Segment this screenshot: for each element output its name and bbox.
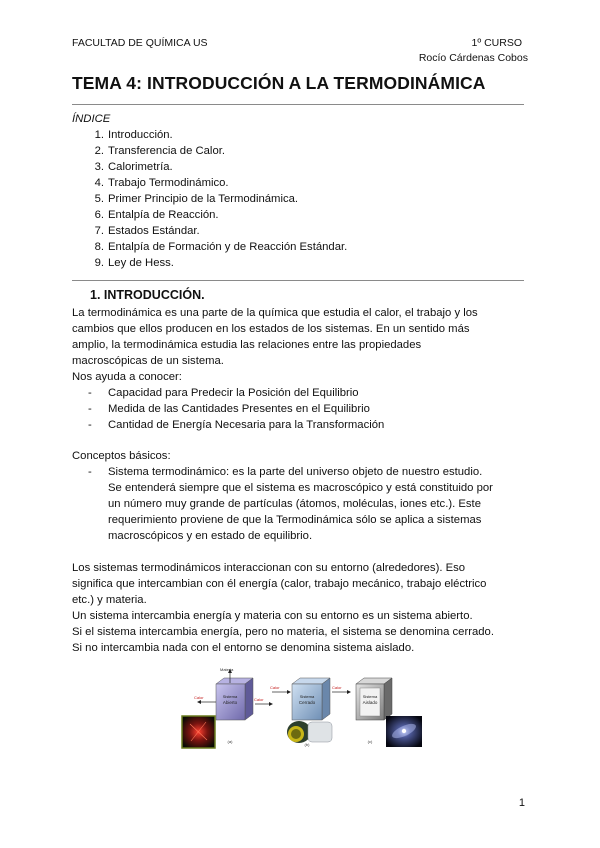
svg-text:Cerrado: Cerrado — [298, 700, 316, 705]
header-course: 1º CURSO — [471, 37, 522, 49]
concepts-list — [72, 464, 493, 544]
caption-c: (c) — [367, 739, 373, 744]
index-item: 1. Introducción. — [94, 129, 173, 141]
list-item: - Medida de las Cantidades Presentes en el Equilibrio — [88, 403, 370, 415]
isolated-system-box — [356, 678, 392, 720]
page-number: 1 — [518, 797, 525, 809]
section-heading: 1. INTRODUCCIÓN. — [90, 288, 205, 302]
index-item: 2. Transferencia de Calor. — [94, 145, 226, 157]
page-title: TEMA 4: INTRODUCCIÓN A LA TERMODINÁMICA — [72, 73, 486, 93]
divider — [72, 104, 524, 105]
open-system-box — [216, 678, 253, 720]
list-item: - Cantidad de Energía Necesaria para la Transformación — [88, 419, 385, 431]
intro-paragraph: La termodinámica es una parte de la química que estudia el calor, el trabajo y los cambios que ellos producen en los estados de los sistemas. En un sentido más amplio, la termodinámica estudia las relaciones entre las propiedades macroscópicas de un sistema. — [72, 307, 478, 367]
concepts-heading: Conceptos básicos: — [72, 450, 171, 462]
index-item: 5. Primer Principio de la Termodinámica. — [94, 193, 299, 205]
caption-a: (a) — [227, 739, 233, 744]
thermos-photo — [287, 721, 332, 743]
svg-text:Calor: Calor — [332, 685, 342, 690]
header-faculty: FACULTAD DE QUÍMICA US — [72, 37, 208, 49]
systems-figure — [180, 664, 430, 750]
calor-arrow-mid2 — [270, 685, 291, 694]
caption-b: (b) — [304, 742, 310, 747]
helps-list — [72, 385, 384, 433]
svg-text:Abierto: Abierto — [222, 700, 238, 705]
closed-system-box — [292, 678, 330, 720]
svg-text:Aislado: Aislado — [362, 700, 378, 705]
svg-text:Sistema: Sistema — [362, 694, 378, 699]
svg-text:Materia: Materia — [220, 667, 234, 672]
index-item: 8. Entalpía de Formación y de Reacción Estándar. — [94, 241, 348, 253]
closing-paragraph: Los sistemas termodinámicos interaccionan con su entorno (alrededores). Eso significa que intercambian con él energía (calor, trabajo mecánico, trabajo eléctrico etc.) y materia. Un sistema intercambia energía y materia con su entorno es un sistema abierto. Si el sistema intercambia energía, pero no materia, el sistema se denomina cerrado. Si no intercambia nada con el entorno se denomina sistema aislado. — [72, 562, 494, 654]
calor-arrow-mid1 — [254, 697, 273, 706]
list-item: - Sistema termodinámico: es la parte del universo objeto de nuestro estudio. Se entenderá siempre que el sistema es macroscópico y está constituido por un número muy grande de partículas (átomos, moléculas, iones etc.). Este requerimiento proviene de que la Termodinámica sólo se aplica a sistemas macroscópicos y en estado de equilibrio. — [88, 466, 493, 542]
calor-arrow-left — [194, 695, 216, 704]
calor-arrow-right — [332, 685, 351, 694]
galaxy-photo — [386, 716, 422, 747]
svg-text:Calor: Calor — [270, 685, 280, 690]
svg-text:Sistema: Sistema — [299, 694, 315, 699]
index-item: 6. Entalpía de Reacción. — [94, 209, 219, 221]
svg-text:Calor: Calor — [194, 695, 204, 700]
divider — [72, 280, 524, 281]
svg-text:Sistema: Sistema — [222, 694, 238, 699]
index-item: 4. Trabajo Termodinámico. — [94, 177, 229, 189]
index-item: 3. Calorimetría. — [94, 161, 173, 173]
index-list — [72, 127, 347, 271]
header-author: Rocío Cárdenas Cobos — [418, 52, 528, 64]
helps-heading: Nos ayuda a conocer: — [72, 371, 182, 383]
index-item: 9. Ley de Hess. — [94, 257, 174, 269]
index-heading: ÍNDICE — [72, 113, 111, 125]
svg-text:Calor: Calor — [254, 697, 264, 702]
index-item: 7. Estados Estándar. — [94, 225, 200, 237]
nebula-photo — [182, 716, 215, 748]
list-item: - Capacidad para Predecir la Posición del Equilibrio — [88, 387, 359, 399]
